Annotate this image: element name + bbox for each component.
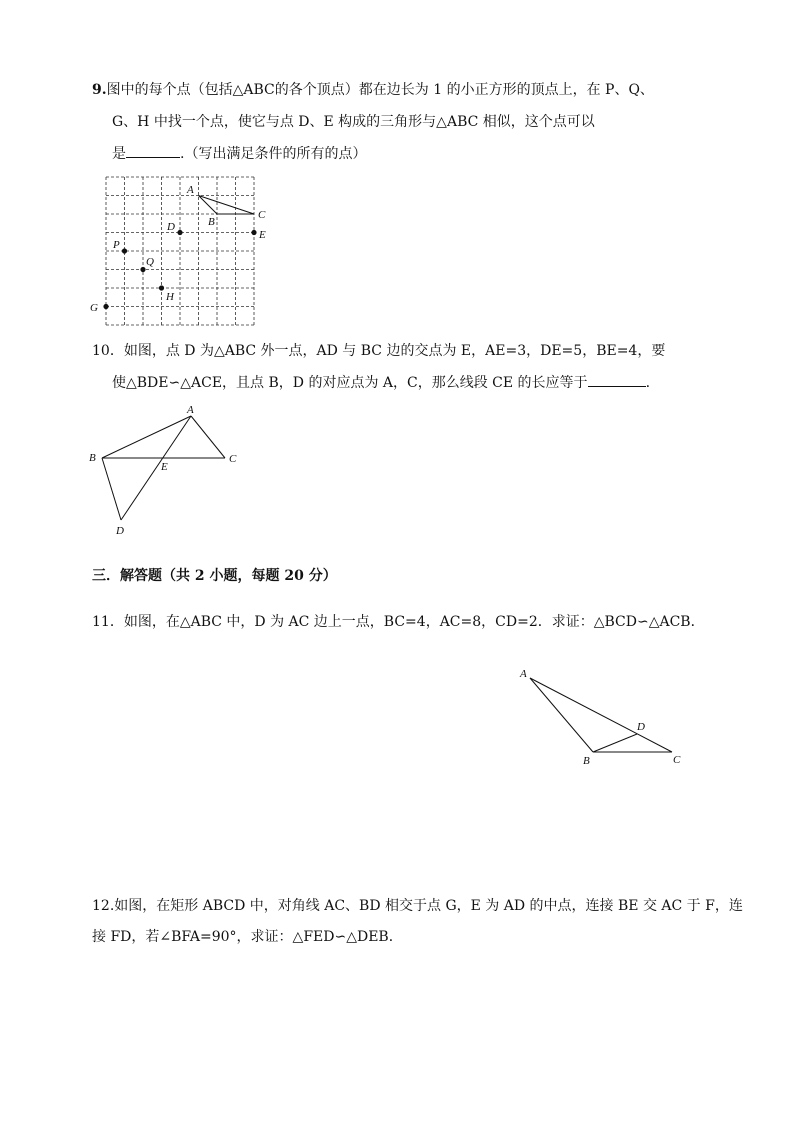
q9-point-g bbox=[103, 304, 108, 309]
q10-label-e: E bbox=[161, 461, 168, 473]
q9-number: 9. bbox=[92, 82, 107, 98]
q9-label-b: B bbox=[208, 216, 215, 228]
q11-segment-ab bbox=[530, 678, 593, 752]
q9-label-h: H bbox=[166, 291, 174, 303]
q9-point-p bbox=[122, 248, 127, 253]
q11-label-a: A bbox=[520, 668, 527, 680]
q9-line-3 bbox=[112, 143, 366, 164]
q11-figure bbox=[515, 660, 695, 775]
q9-label-c: C bbox=[258, 209, 266, 221]
q9-text-1: 图中的每个点（包括△ABC的各个顶点）都在边长为 1 的小正方形的顶点上，在 P、Q、 bbox=[106, 82, 654, 98]
q10-segment-ba bbox=[102, 416, 191, 458]
q10-text-2: 使△BDE∽△ACE，且点 B，D 的对应点为 A，C，那么线段 CE 的长应等于 bbox=[112, 375, 588, 391]
q9-label-a: A bbox=[187, 184, 194, 196]
q11-segment-ac bbox=[530, 678, 672, 752]
q9-text-3-pre: 是 bbox=[112, 146, 126, 162]
q9-triangle-abc bbox=[199, 196, 255, 215]
q9-answer-blank[interactable] bbox=[126, 143, 180, 158]
q9-text-3-post: .（写出满足条件的所有的点） bbox=[180, 146, 367, 162]
q9-label-e: E bbox=[259, 229, 266, 241]
q10-label-d: D bbox=[116, 525, 124, 537]
q11-label-c: C bbox=[673, 754, 681, 766]
q9-point-h bbox=[159, 285, 164, 290]
q10-answer-blank[interactable] bbox=[588, 372, 646, 387]
q10-segment-ad bbox=[121, 416, 191, 520]
q9-label-g: G bbox=[90, 302, 98, 314]
q10-figure bbox=[85, 400, 245, 540]
q10-label-b: B bbox=[89, 452, 96, 464]
q9-label-q: Q bbox=[146, 256, 154, 268]
q9-label-d: D bbox=[167, 221, 175, 233]
q9-line-2: G、H 中找一个点，使它与点 D、E 构成的三角形与△ABC 相似，这个点可以 bbox=[112, 114, 595, 130]
q10-line-1: 10．如图，点 D 为△ABC 外一点，AD 与 BC 边的交点为 E，AE=3，DE=5，BE=4，要 bbox=[92, 343, 666, 359]
section-3-title: 三．解答题（共 2 小题，每题 20 分） bbox=[92, 568, 337, 584]
q10-label-c: C bbox=[229, 453, 237, 465]
q9-point-q bbox=[140, 267, 145, 272]
q11-label-b: B bbox=[583, 755, 590, 767]
q10-label-a: A bbox=[187, 404, 194, 416]
q10-segment-ac bbox=[191, 416, 225, 458]
q10-segment-bd bbox=[102, 458, 121, 520]
q10-text-2-end: . bbox=[645, 375, 651, 391]
q9-line-1 bbox=[92, 80, 654, 100]
q11-label-d: D bbox=[637, 721, 645, 733]
q12-line-1: 12.如图，在矩形 ABCD 中，对角线 AC、BD 相交于点 G，E 为 AD 的中点，连接 BE 交 AC 于 F，连 bbox=[92, 898, 743, 914]
q9-label-p: P bbox=[113, 239, 120, 251]
q9-point-e bbox=[251, 230, 256, 235]
q9-grid-figure bbox=[85, 170, 285, 330]
q9-grid-lines bbox=[106, 177, 254, 325]
q10-line-2 bbox=[112, 372, 650, 393]
q11-line: 11．如图，在△ABC 中，D 为 AC 边上一点，BC=4，AC=8，CD=2．求证：△BCD∽△ACB． bbox=[92, 614, 705, 630]
q9-point-d bbox=[177, 230, 182, 235]
q11-segment-bd bbox=[593, 734, 637, 752]
q12-line-2: 接 FD，若∠BFA=90°，求证：△FED∽△DEB． bbox=[92, 929, 403, 945]
